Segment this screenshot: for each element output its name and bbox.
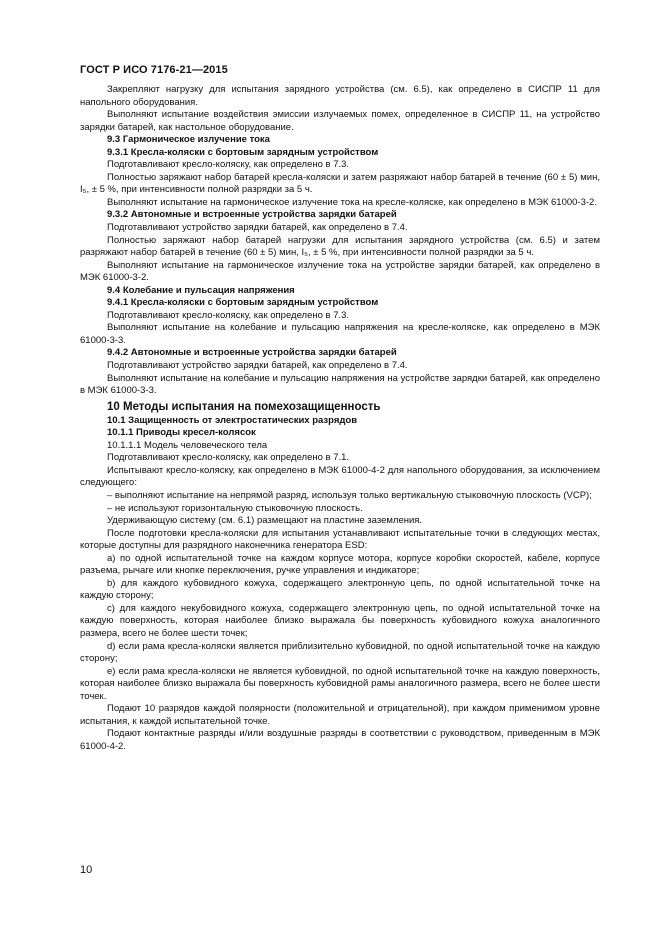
body-paragraph: Полностью заряжают набор батарей нагрузки для испытания зарядного устройства (см. 6.5) и затем разряжают набор батарей в течение (60 ± 5) мин, I₅, ± 5 %, при интенсивности полной разрядки за 5 ч. bbox=[80, 234, 600, 259]
body-paragraph: Выполняют испытание воздействия эмиссии излучаемых помех, определенное в СИСПР 11, на устройство зарядки батарей, как настольное оборудование. bbox=[80, 109, 600, 133]
section-heading: 9.3.1 Кресла-коляски с бортовым зарядным устройством bbox=[107, 146, 379, 158]
body-paragraph: Подготавливают кресло-коляску, как определено в 7.1. bbox=[107, 452, 350, 464]
body-paragraph: Подготавливают устройство зарядки батарей, как определено в 7.4. bbox=[107, 360, 408, 372]
body-paragraph: Подготавливают кресло-коляску, как определено в 7.3. bbox=[107, 159, 350, 171]
page-number: 10 bbox=[80, 864, 93, 876]
section-heading: 9.4.1 Кресла-коляски с бортовым зарядным устройством bbox=[107, 297, 379, 309]
body-paragraph: Выполняют испытание на гармоническое излучение тока на кресле-коляске, как определено в МЭК 61000-3-2. bbox=[107, 196, 597, 208]
body-paragraph: c) для каждого некубовидного кожуха, содержащего электронную цепь, по одной испытательной точке на каждую поверхность, которая наиболее близко выражала бы поверхность кубовидного кожуха аналогичного размера, всего не более шести точек; bbox=[80, 602, 600, 639]
body-paragraph: d) если рама кресла-коляски является приблизительно кубовидной, по одной испытательной точке на каждую сторону; bbox=[80, 640, 600, 665]
body-paragraph: – выполняют испытание на непрямой разряд, используя только вертикальную стыковочную плоскость (VCP); bbox=[107, 489, 592, 501]
body-paragraph: Выполняют испытание на колебание и пульсацию напряжения на устройстве зарядки батарей, как определено в МЭК 61000-3-3. bbox=[80, 372, 600, 397]
chapter-heading: 10 Методы испытания на помехозащищенность bbox=[107, 400, 381, 413]
body-paragraph: Выполняют испытание на колебание и пульсацию напряжения на кресле-коляске, как определено в МЭК 61000-3-3. bbox=[80, 322, 600, 346]
subsection-heading: 10.1.1.1 Модель человеческого тела bbox=[107, 439, 268, 451]
body-paragraph: Полностью заряжают набор батарей кресла-коляски и затем разряжают набор батарей в течение (60 ± 5) мин, I₅, ± 5 %, при интенсивности полной разрядки за 5 ч. bbox=[80, 171, 600, 196]
section-heading: 9.4 Колебание и пульсация напряжения bbox=[107, 284, 295, 296]
body-paragraph: Испытывают кресло-коляску, как определено в МЭК 61000-4-2 для напольного оборудования, за исключением следующего: bbox=[80, 464, 600, 489]
body-paragraph: Выполняют испытание на гармоническое излучение тока на устройстве зарядки батарей, как определено в МЭК 61000-3-2. bbox=[80, 259, 600, 284]
body-paragraph: После подготовки кресла-коляски для испытания устанавливают испытательные точки в следующих местах, которые доступны для разрядного наконечника генератора ESD: bbox=[80, 527, 600, 552]
body-paragraph: a) по одной испытательной точке на каждом корпусе мотора, корпусе коробки скоростей, кабеле, корпусе разъема, рычаге или кнопке переключения, ручке управления и индикаторе; bbox=[80, 552, 600, 577]
section-heading: 9.3 Гармоническое излучение тока bbox=[107, 134, 270, 146]
body-paragraph: Закрепляют нагрузку для испытания зарядного устройства (см. 6.5), как определено в СИСПР 11 для напольного оборудования. bbox=[80, 84, 600, 108]
body-paragraph: Подают 10 разрядов каждой полярности (положительной и отрицательной), при каждом применимом уровне испытания, к каждой испытательной точке. bbox=[80, 703, 600, 727]
section-heading: 9.4.2 Автономные и встроенные устройства зарядки батарей bbox=[107, 347, 397, 359]
section-heading: 10.1 Защищенность от электростатических разрядов bbox=[107, 414, 358, 426]
body-paragraph: Удерживающую систему (см. 6.1) размещают на пластине заземления. bbox=[107, 515, 423, 527]
body-paragraph: Подготавливают кресло-коляску, как определено в 7.3. bbox=[107, 309, 350, 321]
body-paragraph: Подают контактные разряды и/или воздушные разряды в соответствии с руководством, приведенным в МЭК 61000-4-2. bbox=[80, 728, 600, 752]
section-heading: 9.3.2 Автономные и встроенные устройства зарядки батарей bbox=[107, 209, 397, 221]
section-heading: 10.1.1 Приводы кресел-колясок bbox=[107, 427, 256, 439]
body-paragraph: – не используют горизонтальную стыковочную плоскость. bbox=[107, 502, 363, 514]
document-header: ГОСТ Р ИСО 7176-21—2015 bbox=[80, 64, 228, 76]
body-paragraph: e) если рама кресла-коляски не является кубовидной, по одной испытательной точке на каждую поверхность, которая наиболее близко выражала бы поверхность кубовидной рамы аналогичного размера, всего не более шести точек. bbox=[80, 665, 600, 702]
body-paragraph: Подготавливают устройство зарядки батарей, как определено в 7.4. bbox=[107, 222, 408, 234]
body-paragraph: b) для каждого кубовидного кожуха, содержащего электронную цепь, по одной испытательной точке на каждую сторону; bbox=[80, 577, 600, 602]
document-body bbox=[80, 84, 600, 753]
